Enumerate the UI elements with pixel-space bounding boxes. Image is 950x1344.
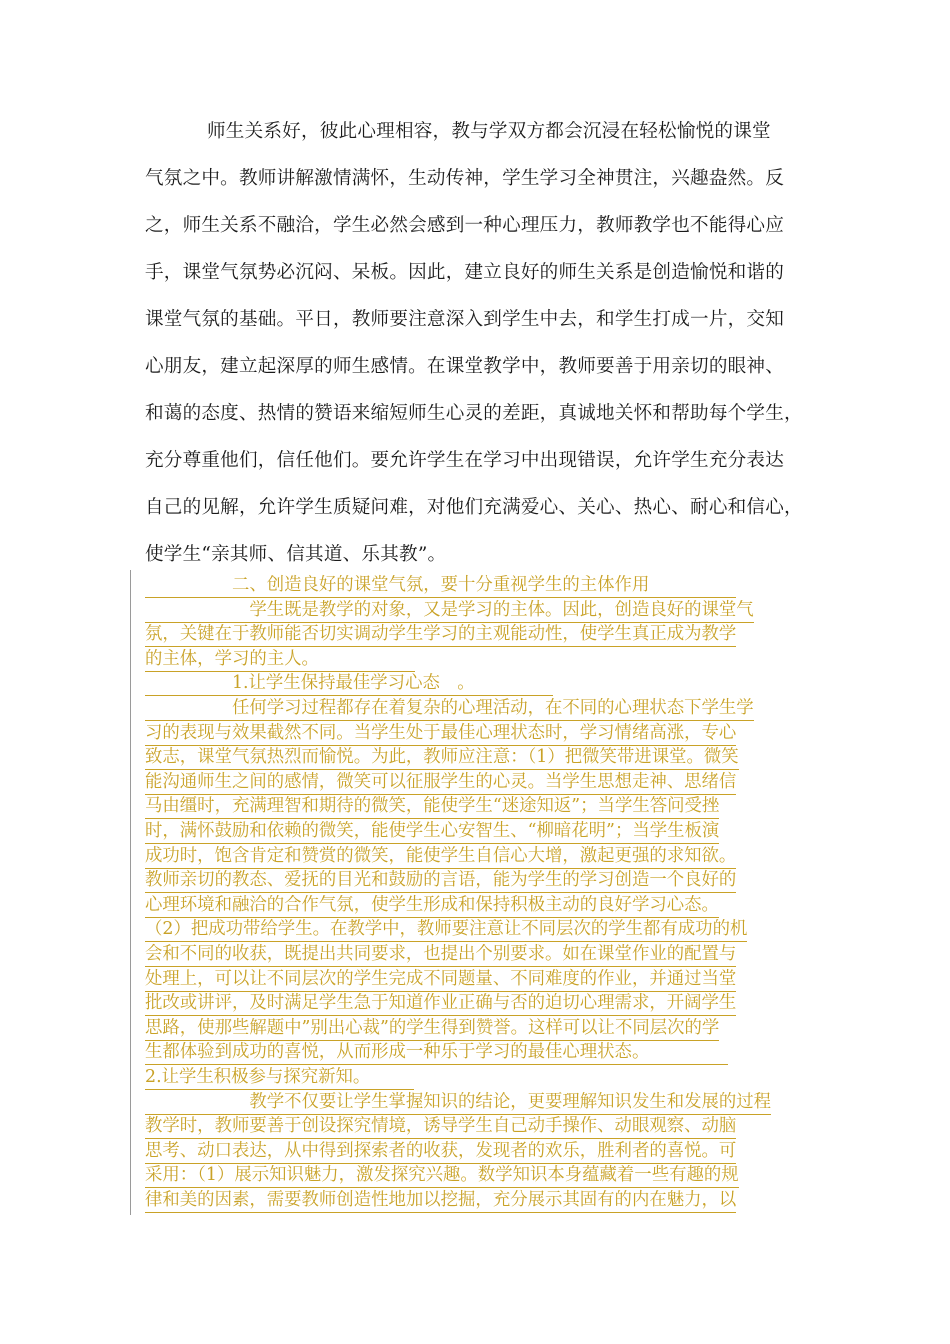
- tracked-line: 教学时，教师要善于创设探究情境，诱导学生自己动手操作、动眼观察、动脑: [145, 1115, 736, 1139]
- tracked-line: 马由缰时，充满理智和期待的微笑，能使学生“迷途知返”；当学生答问受挫: [145, 795, 719, 819]
- paragraph-line: 师生关系好，彼此心理相容，教与学双方都会沉浸在轻松愉悦的课堂: [207, 121, 771, 142]
- tracked-line: 成功时，饱含肯定和赞赏的微笑，能使学生自信心大增，激起更强的求知欲。: [145, 845, 736, 869]
- tracked-line: 思考、动口表达，从中得到探索者的收获，发现者的欢乐，胜利者的喜悦。可: [145, 1140, 736, 1164]
- paragraph-line: 心朋友，建立起深厚的师生感情。在课堂教学中，教师要善于用亲切的眼神、: [145, 356, 784, 377]
- tracked-line: 会和不同的收获，既提出共同要求，也提出个别要求。如在课堂作业的配置与: [145, 943, 736, 967]
- paragraph-line: 之，师生关系不融洽，学生必然会感到一种心理压力，教师教学也不能得心应: [145, 215, 784, 236]
- tracked-line: 心理环境和融洽的合作气氛，使学生形成和保持积极主动的良好学习心态。: [145, 894, 719, 918]
- tracked-line: 批改或讲评，及时满足学生急于知道作业正确与否的迫切心理需求，开阔学生: [145, 992, 736, 1016]
- tracked-line: 2.让学生积极参与探究新知。: [145, 1066, 414, 1090]
- tracked-line: 时，满怀鼓励和依赖的微笑，能使学生心安智生、“柳暗花明”；当学生板演: [145, 820, 719, 844]
- tracked-line: 律和美的因素，需要教师创造性地加以挖掘，充分展示其固有的内在魅力，以: [145, 1189, 736, 1213]
- paragraph-line: 和蔼的态度、热情的赞语来缩短师生心灵的差距，真诚地关怀和帮助每个学生，: [145, 403, 803, 424]
- tracked-line: 教师亲切的教态、爱抚的目光和鼓励的言语，能为学生的学习创造一个良好的: [145, 869, 736, 893]
- tracked-line: 任何学习过程都存在着复杂的心理活动，在不同的心理状态下学生学: [145, 697, 754, 721]
- tracked-line: 氛，关键在于教师能否切实调动学生学习的主观能动性，使学生真正成为教学: [145, 623, 736, 647]
- tracked-line: 采用：（1）展示知识魅力，激发探究兴趣。数学知识本身蕴藏着一些有趣的规: [145, 1164, 739, 1188]
- tracked-line: 思路，使那些解题中”别出心裁”的学生得到赞誉。这样可以让不同层次的学: [145, 1017, 719, 1041]
- paragraph-line: 使学生“亲其师、信其道、乐其教”。: [145, 544, 447, 565]
- tracked-line: 习的表现与效果截然不同。当学生处于最佳心理状态时，学习情绪高涨，专心: [145, 722, 736, 746]
- change-bar: [130, 570, 131, 1215]
- tracked-line: 教学不仅要让学生掌握知识的结论，更要理解知识发生和发展的过程: [145, 1091, 771, 1115]
- tracked-line: 的主体，学习的主人。: [145, 648, 415, 672]
- paragraph-line: 手，课堂气氛势必沉闷、呆板。因此，建立良好的师生关系是创造愉悦和谐的: [145, 262, 784, 283]
- paragraph-line: 课堂气氛的基础。平日，教师要注意深入到学生中去，和学生打成一片，交知: [145, 309, 784, 330]
- tracked-line: 致志，课堂气氛热烈而愉悦。为此，教师应注意：（1）把微笑带进课堂。微笑: [145, 746, 739, 770]
- paragraph-line: 气氛之中。教师讲解激情满怀，生动传神，学生学习全神贯注，兴趣盎然。反: [145, 168, 784, 189]
- tracked-line: 处理上，可以让不同层次的学生完成不同题量、不同难度的作业，并通过当堂: [145, 968, 736, 992]
- tracked-line: 二、创造良好的课堂气氛，要十分重视学生的主体作用: [145, 574, 736, 598]
- tracked-line: 学生既是教学的对象，又是学习的主体。因此，创造良好的课堂气: [145, 599, 754, 623]
- tracked-line: （2）把成功带给学生。在教学中，教师要注意让不同层次的学生都有成功的机: [145, 918, 747, 942]
- paragraph-line: 充分尊重他们，信任他们。要允许学生在学习中出现错误，允许学生充分表达: [145, 450, 784, 471]
- tracked-line: 生都体验到成功的喜悦，从而形成一种乐于学习的最佳心理状态。: [145, 1041, 728, 1065]
- tracked-line: 1.让学生保持最佳学习心态 。: [145, 672, 553, 696]
- tracked-line: 能沟通师生之间的感情，微笑可以征服学生的心灵。当学生思想走神、思绪信: [145, 771, 736, 795]
- paragraph-line: 自己的见解，允许学生质疑问难，对他们充满爱心、关心、热心、耐心和信心，: [145, 497, 803, 518]
